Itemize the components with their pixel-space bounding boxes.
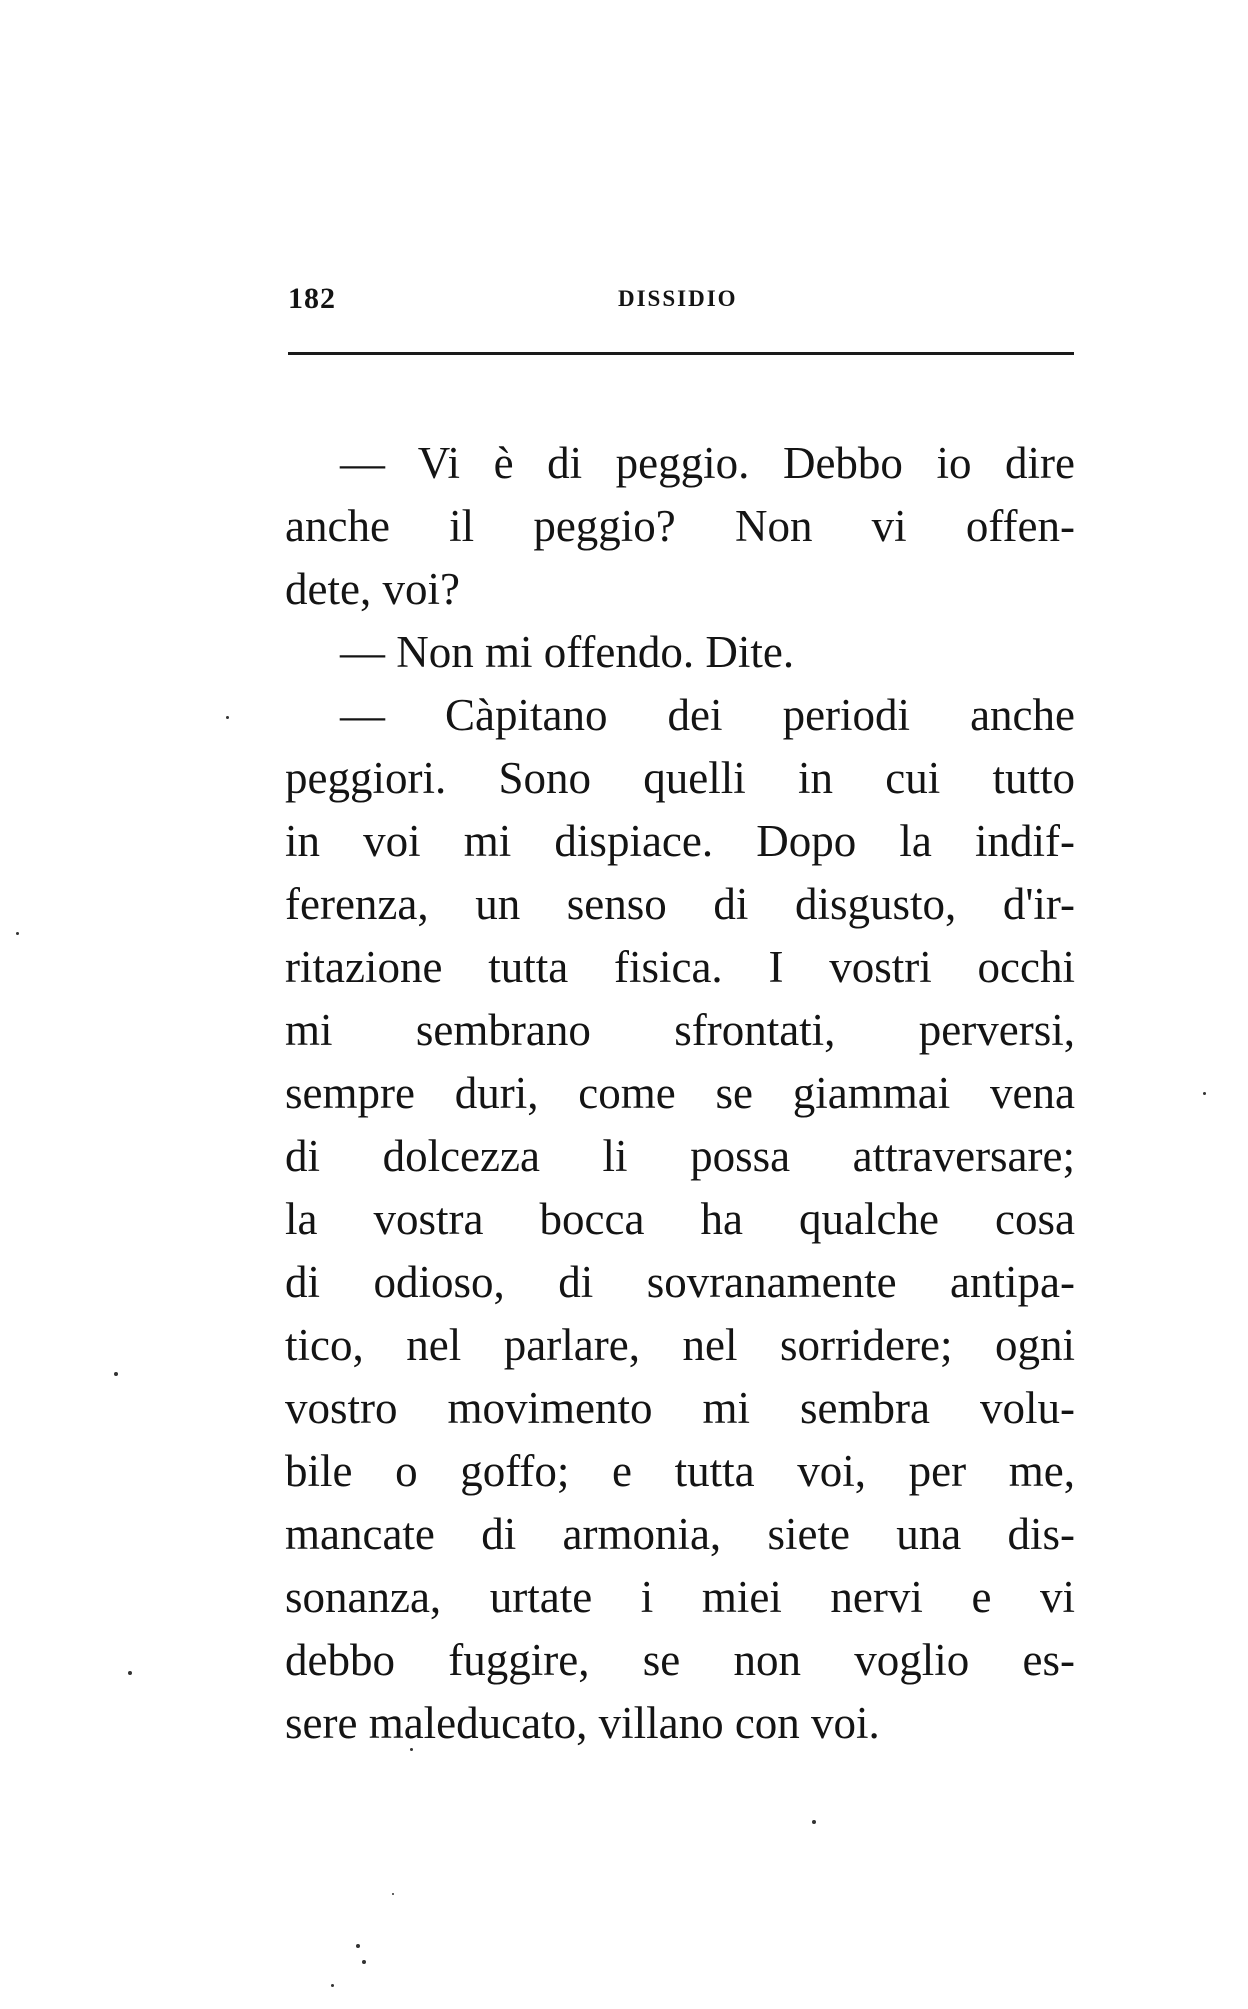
text-line: di odioso, di sovranamente antipa- bbox=[285, 1257, 1075, 1307]
page-header bbox=[288, 282, 1074, 322]
running-title: DISSIDIO bbox=[618, 286, 738, 311]
scan-speck bbox=[362, 1960, 366, 1964]
text-line: ritazione tutta fisica. I vostri occhi bbox=[285, 942, 1075, 992]
text-line: sonanza, urtate i miei nervi e vi bbox=[285, 1572, 1075, 1622]
page-number: 182 bbox=[288, 282, 336, 315]
text-line: — Vi è di peggio. Debbo io dire bbox=[340, 438, 1075, 488]
text-line: anche il peggio? Non vi offen- bbox=[285, 501, 1075, 551]
scan-speck bbox=[410, 1748, 413, 1751]
text-line: dete, voi? bbox=[285, 564, 460, 614]
text-line: vostro movimento mi sembra volu- bbox=[285, 1383, 1075, 1433]
text-line: — Non mi offendo. Dite. bbox=[340, 627, 795, 677]
scan-speck bbox=[392, 1893, 394, 1895]
text-line: in voi mi dispiace. Dopo la indif- bbox=[285, 816, 1075, 866]
text-line: ferenza, un senso di disgusto, d'ir- bbox=[285, 879, 1075, 929]
scan-speck bbox=[114, 1372, 118, 1376]
scan-speck bbox=[812, 1820, 816, 1824]
text-line: peggiori. Sono quelli in cui tutto bbox=[285, 753, 1075, 803]
text-line: — Càpitano dei periodi anche bbox=[340, 690, 1075, 740]
text-line: di dolcezza li possa attraversare; bbox=[285, 1131, 1075, 1181]
text-line: tico, nel parlare, nel sorridere; ogni bbox=[285, 1320, 1075, 1370]
body-text bbox=[285, 432, 1075, 1755]
text-line: mancate di armonia, siete una dis- bbox=[285, 1509, 1075, 1559]
text-line: sempre duri, come se giammai vena bbox=[285, 1068, 1075, 1118]
scan-speck bbox=[331, 1984, 334, 1987]
scan-speck bbox=[1203, 1092, 1206, 1095]
text-line: mi sembrano sfrontati, perversi, bbox=[285, 1005, 1075, 1055]
text-line: debbo fuggire, se non voglio es- bbox=[285, 1635, 1075, 1685]
scan-speck bbox=[226, 716, 229, 719]
text-line: la vostra bocca ha qualche cosa bbox=[285, 1194, 1075, 1244]
header-rule bbox=[288, 352, 1074, 355]
scan-speck bbox=[16, 932, 19, 935]
text-line: bile o goffo; e tutta voi, per me, bbox=[285, 1446, 1075, 1496]
scan-speck bbox=[356, 1944, 360, 1948]
scan-speck bbox=[128, 1671, 132, 1675]
text-line: sere maleducato, villano con voi. bbox=[285, 1698, 880, 1748]
